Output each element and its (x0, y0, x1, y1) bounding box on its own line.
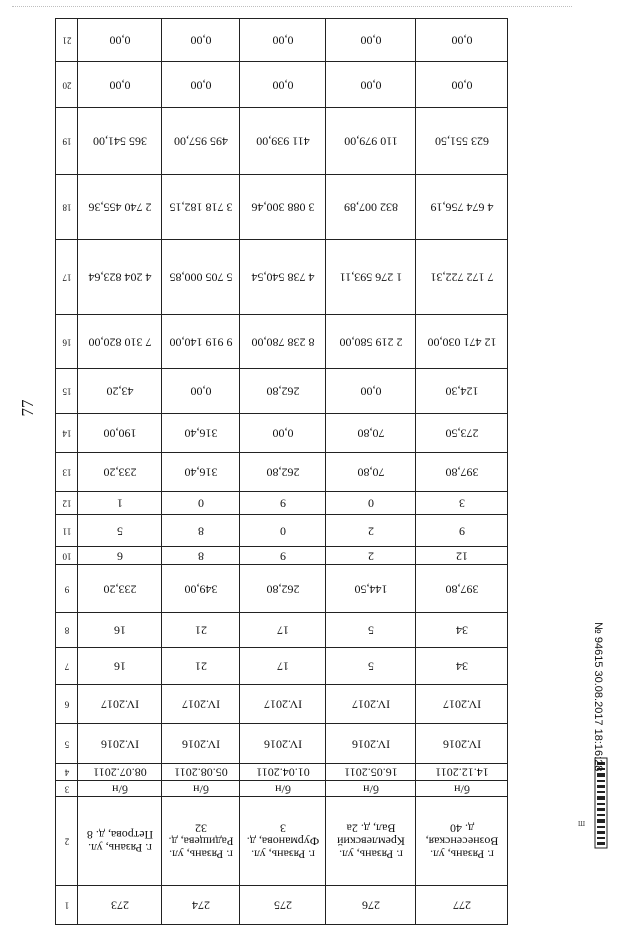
column-number: 17 (62, 272, 71, 283)
column-number-cell (56, 886, 78, 925)
cell-value: 233,20 (103, 465, 136, 480)
table-cell (416, 369, 508, 414)
cell-value: 17 (276, 659, 289, 674)
table-cell (162, 108, 240, 175)
table-cell (326, 648, 416, 685)
table-cell (78, 108, 162, 175)
table-cell (240, 315, 326, 369)
column-number: 18 (62, 202, 71, 213)
cell-value: IV.2016 (442, 737, 481, 751)
table-row (56, 797, 508, 886)
cell-value: IV.2016 (100, 737, 139, 751)
table-cell (240, 19, 326, 62)
cell-value: б/н (362, 782, 379, 796)
cell-value: 0,00 (360, 384, 381, 399)
column-number-cell (56, 315, 78, 369)
table-row (56, 108, 508, 175)
column-number-cell (56, 797, 78, 886)
table-cell (240, 685, 326, 724)
table-cell (162, 315, 240, 369)
column-number-cell (56, 19, 78, 62)
cell-value: 274 (191, 898, 210, 913)
table-row (56, 724, 508, 764)
table-cell (240, 886, 326, 925)
cell-value: 70,80 (357, 465, 384, 480)
table-cell (162, 565, 240, 613)
table-row (56, 613, 508, 648)
table-row (56, 648, 508, 685)
table-cell (78, 613, 162, 648)
table-cell (78, 886, 162, 925)
cell-value: IV.2017 (263, 697, 302, 712)
cell-value: 411 939,00 (255, 134, 310, 149)
cell-value: 3 088 300,46 (251, 200, 314, 215)
cell-value: 4 738 540,54 (251, 270, 314, 285)
table-cell (240, 108, 326, 175)
cell-value: 0,00 (272, 426, 293, 441)
column-number: 1 (64, 900, 69, 911)
cell-value: 2 740 455,36 (88, 200, 151, 215)
table-cell (78, 547, 162, 565)
table-row (56, 315, 508, 369)
cell-value: 4 204 823,64 (88, 270, 151, 285)
cell-value: 2 219 580,00 (339, 335, 402, 349)
table-cell (416, 108, 508, 175)
cell-value: 5 (367, 659, 374, 674)
table-cell (416, 62, 508, 108)
table-cell (416, 565, 508, 613)
table-row (56, 240, 508, 315)
table-cell (78, 781, 162, 797)
table-cell (416, 886, 508, 925)
cell-value: 832 007,89 (343, 200, 398, 215)
column-number: 7 (64, 661, 69, 672)
table-cell (326, 19, 416, 62)
column-number-cell (56, 724, 78, 764)
cell-value: 397,80 (445, 582, 478, 596)
cell-value: б/н (274, 782, 291, 796)
table-cell (162, 886, 240, 925)
cell-value: IV.2017 (351, 697, 390, 712)
cell-value: IV.2017 (442, 697, 481, 712)
column-number: 9 (64, 584, 69, 594)
table-cell (78, 62, 162, 108)
column-number-cell (56, 108, 78, 175)
cell-value: 273,50 (445, 426, 478, 441)
table-cell (416, 781, 508, 797)
cell-value: 262,80 (266, 465, 299, 480)
cell-value: 276 (361, 898, 380, 913)
cell-value: 7 172 722,31 (430, 270, 493, 285)
table-cell (326, 565, 416, 613)
table-cell (78, 797, 162, 886)
cell-value: IV.2017 (181, 697, 220, 712)
table-cell (240, 613, 326, 648)
column-number-cell (56, 781, 78, 797)
cell-value: 316,40 (184, 465, 217, 480)
table-cell (78, 414, 162, 453)
column-number-cell (56, 414, 78, 453)
cell-value: 2 (367, 549, 374, 563)
table-cell (326, 108, 416, 175)
table-cell (240, 62, 326, 108)
table-cell (78, 515, 162, 547)
cell-value: IV.2016 (181, 737, 220, 751)
cell-value: 70,80 (357, 426, 384, 441)
cell-value: IV.2016 (351, 737, 390, 751)
cell-value: 0,00 (451, 33, 472, 48)
cell-value: 262,80 (266, 582, 299, 596)
cell-value: 316,40 (184, 426, 217, 441)
table-cell (78, 648, 162, 685)
column-number: 10 (62, 551, 71, 561)
column-number: 3 (64, 784, 69, 794)
column-number-cell (56, 613, 78, 648)
cell-value: 9 919 140,00 (169, 335, 232, 349)
table-cell (240, 492, 326, 515)
column-number-cell (56, 764, 78, 781)
table-row (56, 369, 508, 414)
table-cell (326, 414, 416, 453)
table-row (56, 515, 508, 547)
cell-value: 5 705 000,85 (169, 270, 232, 285)
cell-value: 16 (113, 659, 126, 674)
table-cell (416, 240, 508, 315)
cell-value: 43,20 (106, 384, 133, 399)
table-cell (416, 764, 508, 781)
table-row (56, 781, 508, 797)
table-cell (240, 369, 326, 414)
column-number: 8 (64, 625, 69, 636)
table-cell (240, 797, 326, 886)
address-text: г. Рязань, ул. Фурманова, д. 3 (246, 821, 319, 862)
column-number: 16 (62, 337, 71, 347)
cell-value: 05.08.2011 (173, 765, 228, 780)
column-number: 12 (62, 498, 71, 509)
table-cell (416, 175, 508, 240)
column-number-cell (56, 648, 78, 685)
cell-value: 21 (194, 623, 207, 638)
column-number-cell (56, 492, 78, 515)
page-number: 77 (18, 399, 37, 417)
cell-value: 3 718 182,15 (169, 200, 232, 215)
column-number-cell (56, 369, 78, 414)
cell-value: 0 (197, 496, 204, 511)
cell-value: 01.04.2011 (255, 765, 310, 780)
table-cell (416, 492, 508, 515)
table-cell (326, 613, 416, 648)
table-cell (240, 414, 326, 453)
column-number: 6 (64, 699, 69, 710)
cell-value: 34 (455, 659, 468, 674)
scan-edge-marks (12, 6, 572, 8)
cell-value: 12 471 030,00 (427, 335, 496, 349)
cell-value: 12 (455, 549, 468, 563)
column-number: 14 (62, 428, 71, 439)
table-cell (78, 565, 162, 613)
table-cell (162, 515, 240, 547)
table-cell (326, 515, 416, 547)
table-cell (326, 547, 416, 565)
table-cell (240, 781, 326, 797)
column-number-cell (56, 240, 78, 315)
cell-value: 233,20 (103, 582, 136, 596)
table-cell (326, 764, 416, 781)
cell-value: 365 541,00 (92, 134, 147, 149)
cell-value: 0,00 (451, 78, 472, 92)
table-cell (416, 648, 508, 685)
cell-value: 8 (197, 524, 204, 538)
table-cell (240, 515, 326, 547)
table-cell (416, 724, 508, 764)
table-cell (240, 453, 326, 492)
table-cell (162, 240, 240, 315)
table-row (56, 19, 508, 62)
table-row (56, 492, 508, 515)
table-cell (162, 453, 240, 492)
cell-value: 0,00 (190, 33, 211, 48)
table-cell (162, 62, 240, 108)
table-cell (162, 685, 240, 724)
address-text: г. Рязань, ул. Вознесенская, д. 40 (425, 821, 498, 862)
column-number: 5 (64, 739, 69, 749)
cell-value: 9 (458, 524, 465, 538)
column-number-cell (56, 453, 78, 492)
table-cell (162, 547, 240, 565)
table-cell (416, 515, 508, 547)
column-number-cell (56, 547, 78, 565)
table-cell (162, 797, 240, 886)
cell-value: 08.07.2011 (92, 765, 147, 780)
cell-value: 273 (110, 898, 129, 913)
cell-value: 1 276 593,11 (339, 270, 402, 285)
stamp-mark: Ш (578, 820, 586, 828)
column-number-cell (56, 685, 78, 724)
cell-value: IV.2017 (100, 697, 139, 712)
table-cell (240, 547, 326, 565)
table-cell (162, 19, 240, 62)
table-cell (78, 175, 162, 240)
table-cell (162, 781, 240, 797)
table-cell (78, 240, 162, 315)
cell-value: 623 551,50 (434, 134, 489, 149)
address-text: г. Рязань, ул. Петрова, д. 8 (86, 828, 153, 855)
cell-value: 124,30 (445, 384, 478, 399)
cell-value: 190,00 (103, 426, 136, 441)
cell-value: 0,00 (360, 78, 381, 92)
cell-value: 262,80 (266, 384, 299, 399)
cell-value: 5 (367, 623, 374, 638)
table-cell (78, 315, 162, 369)
table-cell (326, 797, 416, 886)
table-cell (240, 648, 326, 685)
cell-value: 5 (116, 524, 123, 538)
cell-value: 14.12.2011 (434, 765, 489, 780)
table-cell (162, 648, 240, 685)
cell-value: 0,00 (360, 33, 381, 48)
table-cell (162, 175, 240, 240)
column-number: 13 (62, 467, 71, 478)
address-text: г. Рязань, ул. Радищева, д. 32 (167, 821, 234, 862)
cell-value: 8 238 780,00 (251, 335, 314, 349)
cell-value: 6 (116, 549, 123, 563)
column-number: 21 (62, 35, 71, 46)
register-grid (55, 18, 508, 925)
cell-value: 17 (276, 623, 289, 638)
table-cell (78, 492, 162, 515)
cell-value: 2 (367, 524, 374, 538)
cell-value: 0,00 (109, 33, 130, 48)
table-cell (416, 797, 508, 886)
table-row (56, 886, 508, 925)
cell-value: 0,00 (272, 33, 293, 48)
register-table (55, 18, 507, 913)
cell-value: 16.05.2011 (343, 765, 398, 780)
table-cell (162, 492, 240, 515)
table-cell (162, 414, 240, 453)
cell-value: 0 (367, 496, 374, 511)
column-number: 2 (64, 836, 69, 847)
table-cell (416, 414, 508, 453)
column-number-cell (56, 565, 78, 613)
table-cell (326, 781, 416, 797)
column-number: 4 (64, 767, 69, 778)
table-cell (162, 764, 240, 781)
table-cell (416, 453, 508, 492)
column-number: 15 (62, 386, 71, 397)
table-cell (326, 492, 416, 515)
cell-value: 144,50 (354, 582, 387, 596)
table-cell (326, 685, 416, 724)
cell-value: 21 (194, 659, 207, 674)
table-cell (78, 453, 162, 492)
cell-value: 1 (116, 496, 123, 511)
table-cell (416, 685, 508, 724)
cell-value: б/н (453, 782, 470, 796)
table-cell (240, 724, 326, 764)
cell-value: б/н (111, 782, 128, 796)
registration-stamp-text: № 94615 30.08.2017 18:16:28 (592, 622, 604, 772)
table-row (56, 547, 508, 565)
cell-value: 16 (113, 623, 126, 638)
table-row (56, 764, 508, 781)
table-cell (78, 685, 162, 724)
table-cell (326, 369, 416, 414)
table-cell (326, 724, 416, 764)
table-cell (326, 453, 416, 492)
table-cell (326, 62, 416, 108)
cell-value: 0,00 (272, 78, 293, 92)
table-cell (416, 315, 508, 369)
cell-value: 275 (273, 898, 292, 913)
column-number: 19 (62, 136, 71, 147)
table-cell (162, 613, 240, 648)
column-number-cell (56, 175, 78, 240)
table-cell (240, 175, 326, 240)
cell-value: 397,80 (445, 465, 478, 480)
cell-value: IV.2016 (263, 737, 302, 751)
column-number-cell (56, 515, 78, 547)
table-cell (240, 565, 326, 613)
cell-value: 495 957,00 (173, 134, 228, 149)
column-number-cell (56, 62, 78, 108)
table-cell (240, 240, 326, 315)
table-cell (416, 19, 508, 62)
cell-value: 8 (197, 549, 204, 563)
address-text: г. Рязань, ул. Кремлевский Вал, д. 2а (336, 821, 405, 862)
cell-value: 3 (458, 496, 465, 511)
table-cell (416, 547, 508, 565)
table-cell (78, 764, 162, 781)
cell-value: 9 (279, 496, 286, 511)
table-cell (326, 240, 416, 315)
cell-value: 110 979,00 (343, 134, 398, 149)
table-cell (162, 724, 240, 764)
column-number: 20 (62, 80, 71, 90)
table-cell (78, 724, 162, 764)
table-cell (78, 19, 162, 62)
table-cell (78, 369, 162, 414)
column-number: 11 (62, 526, 71, 536)
table-row (56, 62, 508, 108)
table-cell (326, 175, 416, 240)
cell-value: 9 (279, 549, 286, 563)
table-cell (416, 613, 508, 648)
cell-value: 0,00 (109, 78, 130, 92)
cell-value: 349,00 (184, 582, 217, 596)
cell-value: 277 (452, 898, 471, 913)
table-row (56, 175, 508, 240)
cell-value: 4 674 756,19 (430, 200, 493, 215)
table-row (56, 453, 508, 492)
table-row (56, 414, 508, 453)
table-row (56, 685, 508, 724)
table-cell (240, 764, 326, 781)
table-cell (326, 886, 416, 925)
cell-value: б/н (192, 782, 209, 796)
cell-value: 0 (279, 524, 286, 538)
table-cell (326, 315, 416, 369)
cell-value: 0,00 (190, 78, 211, 92)
cell-value: 7 310 820,00 (88, 335, 151, 349)
cell-value: 34 (455, 623, 468, 638)
table-cell (162, 369, 240, 414)
table-row (56, 565, 508, 613)
cell-value: 0,00 (190, 384, 211, 399)
